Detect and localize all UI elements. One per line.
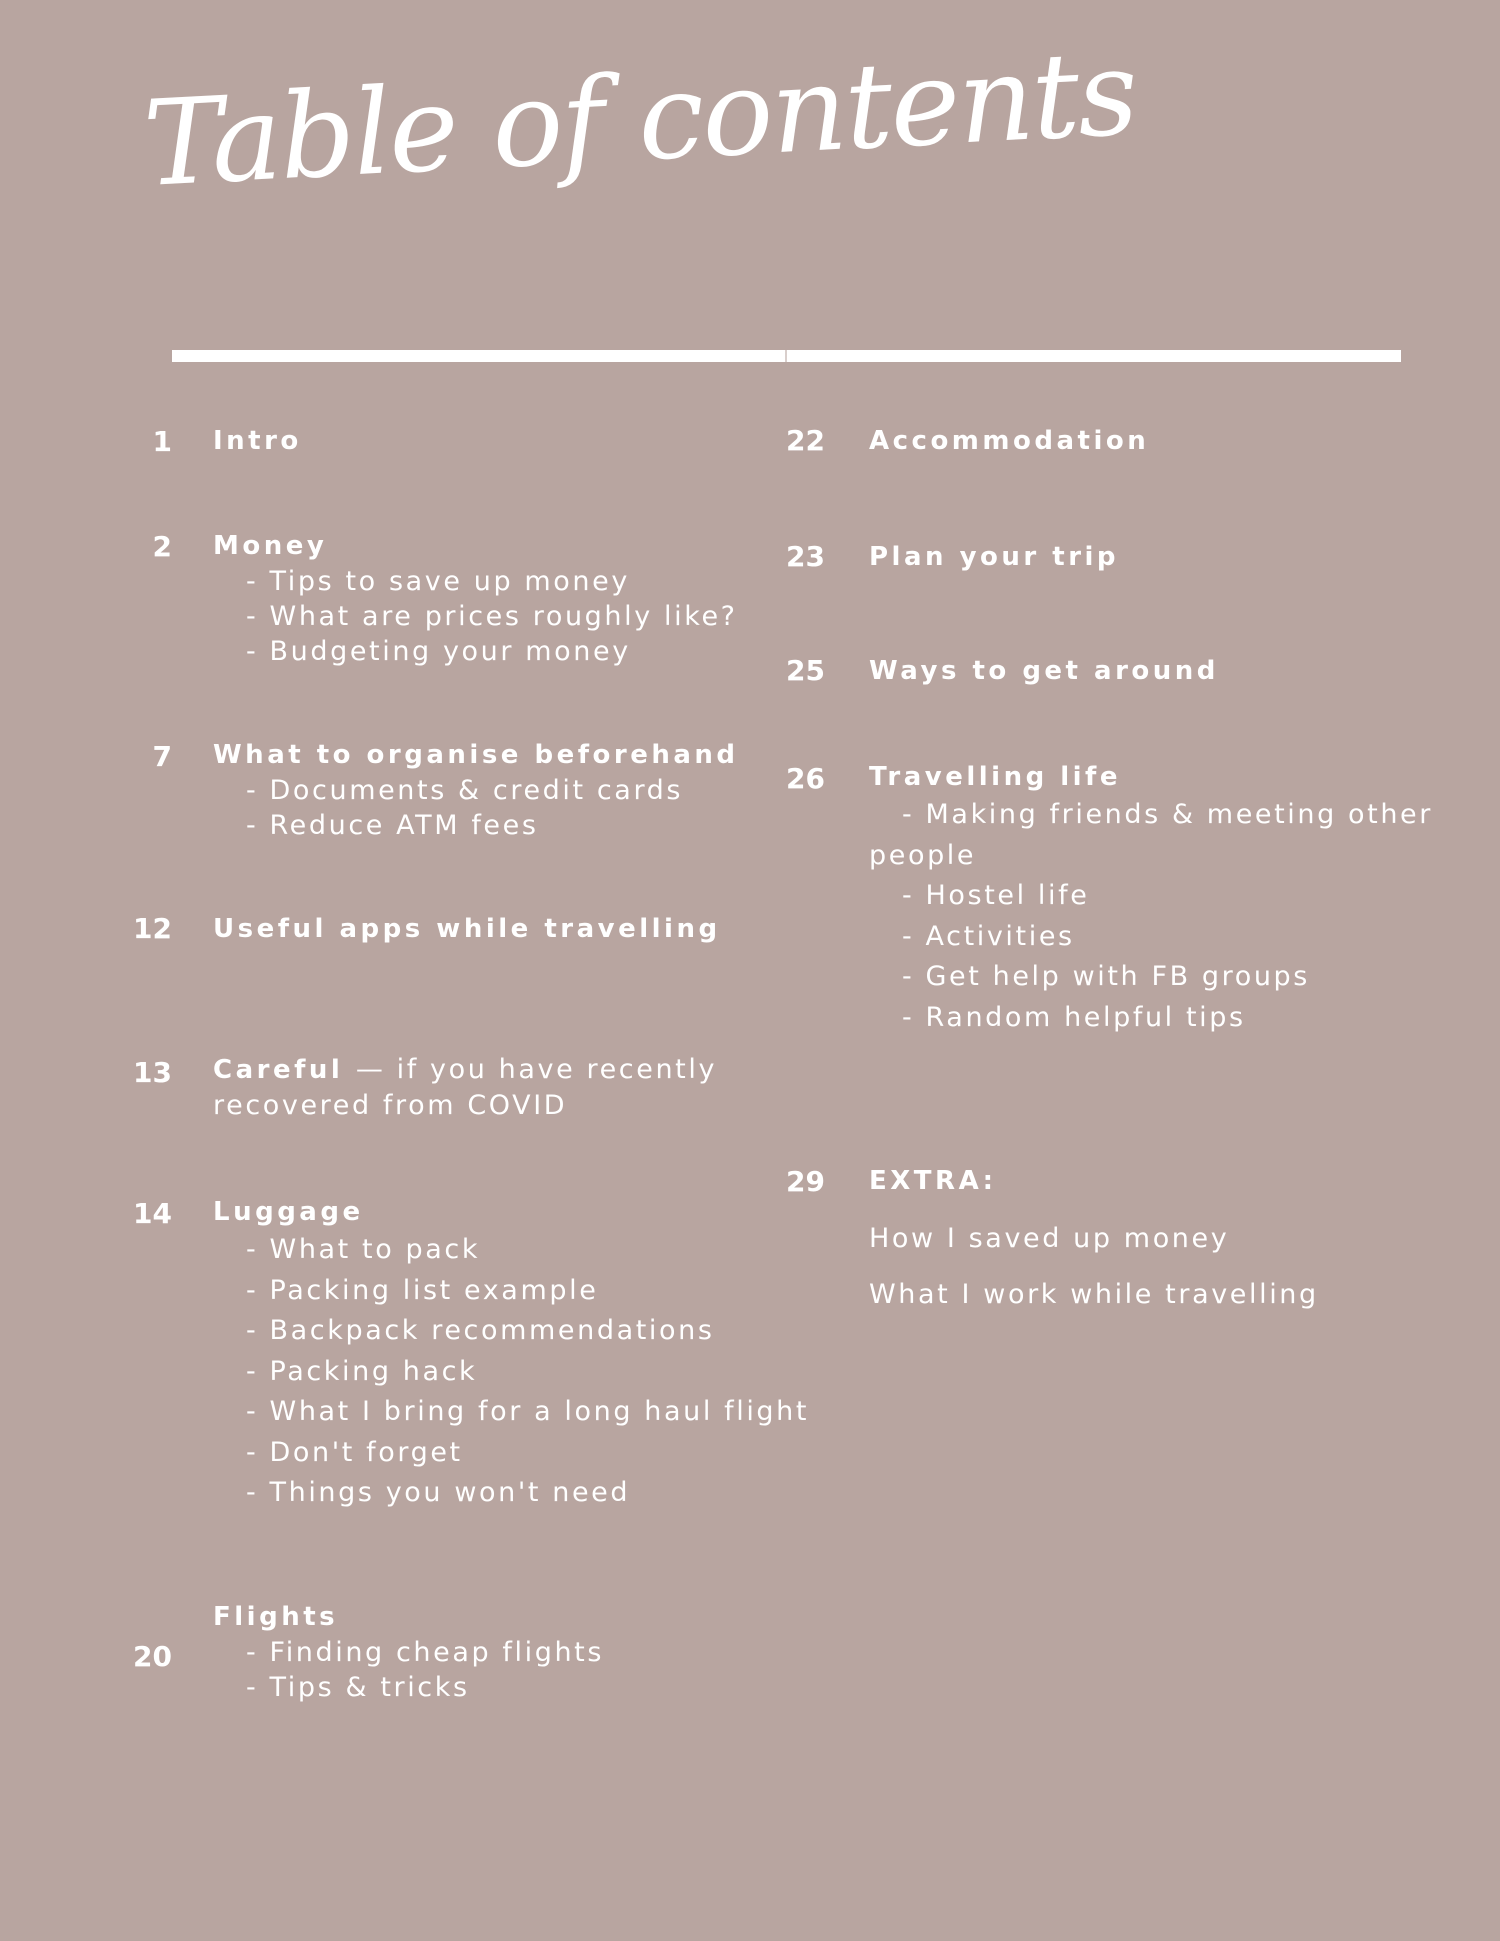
subsection-item: - Budgeting your money — [246, 636, 631, 667]
page-number: 7 — [152, 740, 172, 773]
subsection-item: - Random helpful tips — [902, 1001, 1246, 1033]
page-number: 23 — [786, 540, 825, 573]
subsection-item-continued: people — [869, 839, 977, 871]
toc-entry-flights — [213, 1600, 604, 1705]
toc-entry-get-around — [869, 654, 1219, 689]
subsection-item: - What are prices roughly like? — [246, 601, 738, 632]
page-number: 14 — [133, 1197, 172, 1230]
section-heading: Intro — [213, 426, 302, 456]
subsection-item: - Packing hack — [246, 1355, 478, 1387]
section-heading: Accommodation — [869, 426, 1150, 456]
subsection-item: - Reduce ATM fees — [246, 810, 539, 841]
section-heading: Luggage — [213, 1197, 364, 1227]
toc-entry-careful — [213, 1052, 717, 1123]
subsection-item: - Hostel life — [902, 880, 1090, 911]
page-number: 13 — [133, 1056, 172, 1089]
page-number: 26 — [786, 762, 825, 795]
subsection-item: - Tips & tricks — [246, 1672, 470, 1703]
subsection-item: - Documents & credit cards — [246, 775, 684, 806]
section-heading: Careful — [213, 1055, 344, 1085]
page-number: 29 — [786, 1165, 825, 1198]
subsection-item: - Activities — [902, 920, 1075, 952]
section-heading: Money — [213, 531, 328, 561]
toc-entry-plan-trip — [869, 540, 1119, 575]
subsection-item: - Finding cheap flights — [246, 1637, 605, 1668]
divider-right — [787, 350, 1401, 362]
page-number: 1 — [152, 425, 172, 458]
section-note-continued: recovered from COVID — [213, 1090, 568, 1121]
divider-tick — [785, 350, 787, 362]
toc-entry-intro — [213, 424, 302, 459]
divider-left — [172, 350, 785, 362]
extra-item: How I saved up money — [869, 1223, 1230, 1254]
subsection-item: - What to pack — [246, 1234, 481, 1265]
extra-item: What I work while travelling — [869, 1279, 1319, 1310]
section-heading: Plan your trip — [869, 542, 1120, 572]
toc-entry-accommodation — [869, 424, 1149, 459]
toc-entry-luggage — [213, 1195, 809, 1514]
page-number: 22 — [786, 424, 825, 457]
subsection-item: - Don't forget — [246, 1436, 463, 1468]
subsection-item: - Packing list example — [246, 1274, 599, 1306]
page-number: 2 — [152, 530, 172, 563]
toc-entry-money — [213, 529, 738, 669]
section-heading: Travelling life — [869, 762, 1122, 792]
subsection-item: - Get help with FB groups — [902, 961, 1310, 992]
subsection-item: - What I bring for a long haul flight — [246, 1396, 810, 1427]
section-heading: Flights — [213, 1602, 339, 1632]
section-heading: Useful apps while travelling — [213, 914, 721, 944]
page-number: 12 — [133, 912, 172, 945]
section-heading: What to organise beforehand — [213, 740, 739, 770]
subsection-item: - Tips to save up money — [246, 566, 630, 597]
page-number: 20 — [133, 1640, 172, 1673]
toc-entry-apps — [213, 912, 721, 947]
subsection-item: - Making friends & meeting other — [902, 799, 1433, 830]
section-heading: EXTRA: — [869, 1166, 997, 1196]
toc-entry-travelling-life — [869, 760, 1433, 1038]
subsection-item: - Things you won't need — [246, 1477, 631, 1508]
toc-entry-extra — [869, 1164, 1319, 1312]
subsection-item: - Backpack recommendations — [246, 1315, 715, 1346]
toc-entry-organise — [213, 738, 739, 843]
section-heading: Ways to get around — [869, 656, 1219, 686]
page-title: Table of contents — [140, 23, 1140, 214]
page-number: 25 — [786, 654, 825, 687]
section-note: — if you have recently — [355, 1054, 718, 1085]
